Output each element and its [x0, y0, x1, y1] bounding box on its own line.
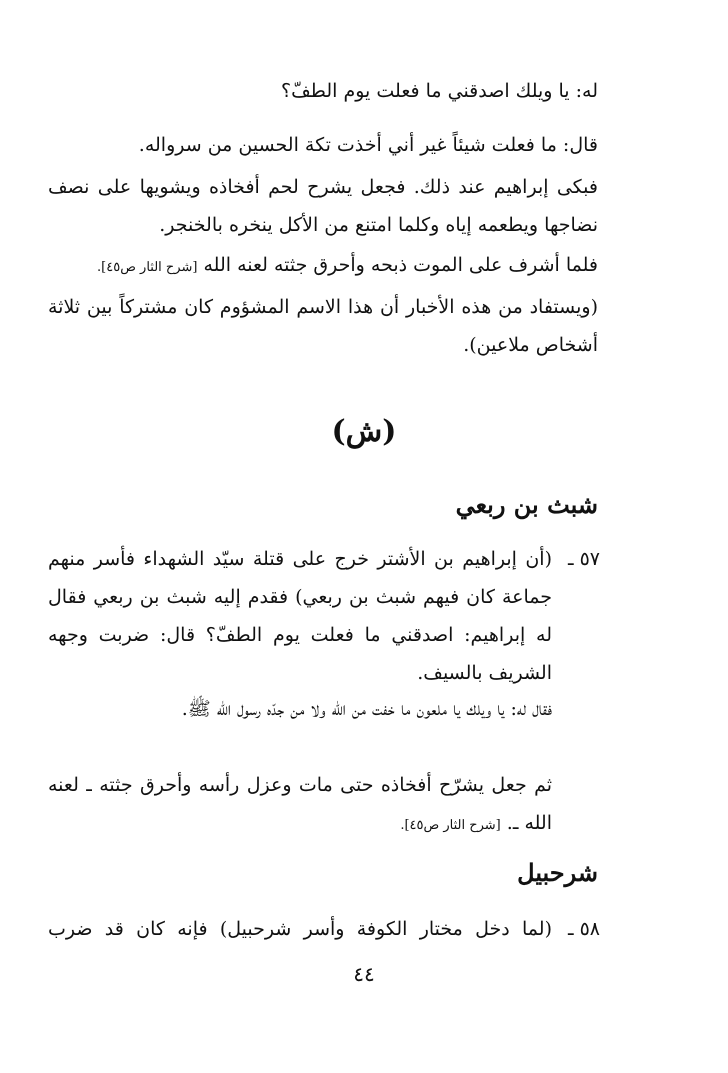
- paragraph-5: (ويستفاد من هذه الأخبار أن هذا الاسم المشؤوم كان مشتركاً بين ثلاثة أشخاص ملاعين).: [48, 296, 598, 356]
- letter-heading: (ش): [331, 414, 397, 449]
- section-heading-shabath: شبث بن ربعي: [455, 490, 598, 519]
- entry-57: [48, 540, 598, 692]
- paragraph-2: قال: ما فعلت شيئاً غير أني أخذت تكة الحسين من سرواله.: [138, 134, 598, 156]
- paragraph-1: له: يا ويلك اصدقني ما فعلت يوم الطفّ؟: [281, 80, 598, 102]
- entry-57-text: (أن إبراهيم بن الأشتر خرج على قتلة سيّد الشهداء فأسر منهم جماعة كان فيهم شبث بن ربعي) فقدم إليه شبث بن ربعي فقال له إبراهيم: اصدقني ما فعلت يوم الطفّ؟ قال: ضربت وجهه الشريف بالسيف.: [48, 548, 552, 684]
- entry-58: [48, 910, 598, 948]
- paragraph-3: فبكى إبراهيم عند ذلك. فجعل يشرح لحم أفخاذه ويشويها على نصف نضاجها ويطعمه إياه وكلما امتنع من الأكل ينخره بالخنجر.: [48, 176, 598, 236]
- page-number: ٤٤: [353, 962, 375, 986]
- entry-58-text: (لما دخل مختار الكوفة وأسر شرحبيل) فإنه كان قد ضرب: [48, 918, 552, 940]
- paragraph-4: [48, 246, 598, 287]
- reference-citation: [شرح الثار ص٤٥].: [97, 260, 198, 275]
- reference-citation: [شرح الثار ص٤٥].: [400, 818, 501, 833]
- entry-number: ٥٨ ـ: [567, 918, 600, 940]
- section-heading-shurahbil: شرحبيل: [517, 858, 598, 887]
- entry-number: ٥٧ ـ: [567, 548, 600, 570]
- entry-57-paragraph-3-text: ثم جعل يشرّح أفخاذه حتى مات وعزل رأسه وأحرق جثته ـ لعنه الله ـ.: [48, 774, 552, 834]
- entry-57-paragraph-3: [48, 766, 552, 845]
- paragraph-4-text: فلما أشرف على الموت ذبحه وأحرق جثته لعنه الله: [203, 254, 598, 276]
- entry-57-paragraph-2: فقال له: يا ويلك يا ملعون ما خفت من الله ولا من جدّه رسول الله ﷺ.: [181, 698, 552, 720]
